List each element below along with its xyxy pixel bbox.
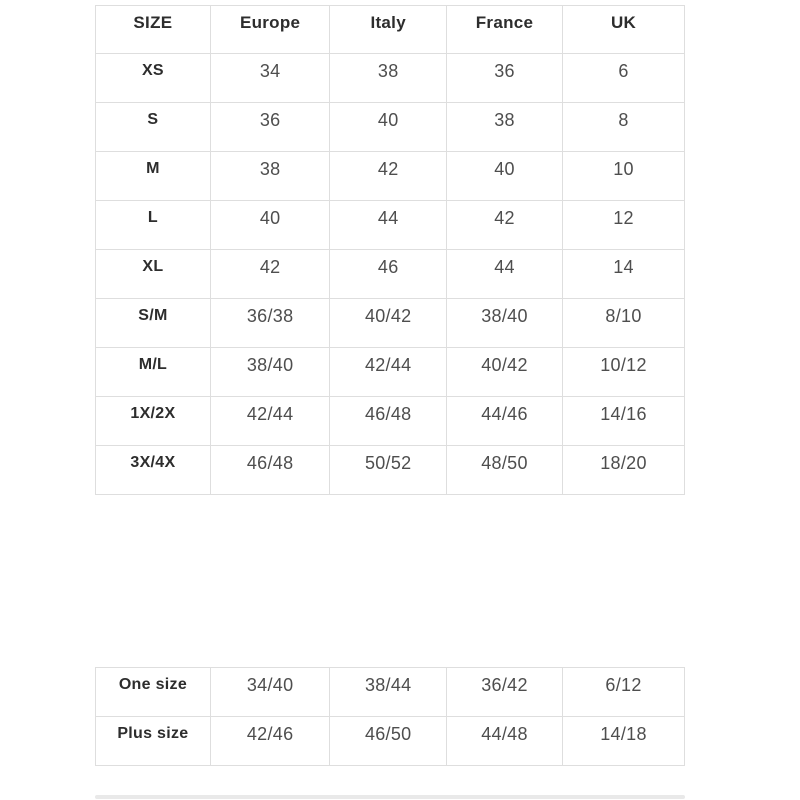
size-label: XL <box>96 250 211 299</box>
table-cell: 44 <box>330 201 447 250</box>
table-cell: 42/46 <box>210 717 330 766</box>
table-row-one-size <box>96 668 685 717</box>
size-label: S <box>96 103 211 152</box>
column-header-size: SIZE <box>96 6 211 54</box>
table-row-1x2x <box>96 397 685 446</box>
table-cell: 14/16 <box>563 397 685 446</box>
table-cell: 42 <box>447 201 563 250</box>
table-cell: 46 <box>330 250 447 299</box>
table-header-row <box>96 6 685 54</box>
size-label: One size <box>96 668 211 717</box>
table-cell: 36/42 <box>447 668 563 717</box>
table-cell: 14/18 <box>563 717 685 766</box>
table-cell: 48/50 <box>447 446 563 495</box>
table-cell: 38/44 <box>330 668 447 717</box>
table-row-plus-size <box>96 717 685 766</box>
size-label: XS <box>96 54 211 103</box>
table-row-l <box>96 201 685 250</box>
table-cell: 18/20 <box>563 446 685 495</box>
table-cell: 38 <box>447 103 563 152</box>
table-cell: 44/48 <box>447 717 563 766</box>
table-row-3x4x <box>96 446 685 495</box>
table-cell: 40 <box>447 152 563 201</box>
table-cell: 34/40 <box>210 668 330 717</box>
table-cell: 46/48 <box>330 397 447 446</box>
table-cell: 40 <box>330 103 447 152</box>
table-cell: 14 <box>563 250 685 299</box>
table-cell: 6/12 <box>563 668 685 717</box>
table-row-xs <box>96 54 685 103</box>
size-label: M <box>96 152 211 201</box>
table-cell: 46/48 <box>210 446 330 495</box>
table-cell: 44 <box>447 250 563 299</box>
table-row-ml <box>96 348 685 397</box>
table-row-s <box>96 103 685 152</box>
table-cell: 10/12 <box>563 348 685 397</box>
table-row-sm <box>96 299 685 348</box>
table-cell: 42 <box>210 250 330 299</box>
size-label: 3X/4X <box>96 446 211 495</box>
table-cell: 44/46 <box>447 397 563 446</box>
table-cell: 42/44 <box>210 397 330 446</box>
column-header-italy: Italy <box>330 6 447 54</box>
table-cell: 42/44 <box>330 348 447 397</box>
table-cell: 6 <box>563 54 685 103</box>
size-label: M/L <box>96 348 211 397</box>
table-cell: 50/52 <box>330 446 447 495</box>
horizontal-scrollbar[interactable] <box>95 795 685 799</box>
table-cell: 42 <box>330 152 447 201</box>
table-cell: 12 <box>563 201 685 250</box>
table-cell: 36 <box>210 103 330 152</box>
table-cell: 36/38 <box>210 299 330 348</box>
table-cell: 38/40 <box>210 348 330 397</box>
column-header-france: France <box>447 6 563 54</box>
table-cell: 8/10 <box>563 299 685 348</box>
size-label: L <box>96 201 211 250</box>
table-cell: 34 <box>210 54 330 103</box>
column-header-uk: UK <box>563 6 685 54</box>
size-label: Plus size <box>96 717 211 766</box>
table-cell: 38 <box>330 54 447 103</box>
size-label: S/M <box>96 299 211 348</box>
table-row-xl <box>96 250 685 299</box>
table-cell: 8 <box>563 103 685 152</box>
table-cell: 40/42 <box>447 348 563 397</box>
table-cell: 38 <box>210 152 330 201</box>
table-cell: 38/40 <box>447 299 563 348</box>
table-cell: 36 <box>447 54 563 103</box>
size-conversion-table <box>95 5 685 495</box>
table-cell: 40 <box>210 201 330 250</box>
table-cell: 10 <box>563 152 685 201</box>
table-cell: 46/50 <box>330 717 447 766</box>
special-sizes-table <box>95 667 685 766</box>
column-header-europe: Europe <box>210 6 330 54</box>
table-row-m <box>96 152 685 201</box>
table-cell: 40/42 <box>330 299 447 348</box>
size-label: 1X/2X <box>96 397 211 446</box>
